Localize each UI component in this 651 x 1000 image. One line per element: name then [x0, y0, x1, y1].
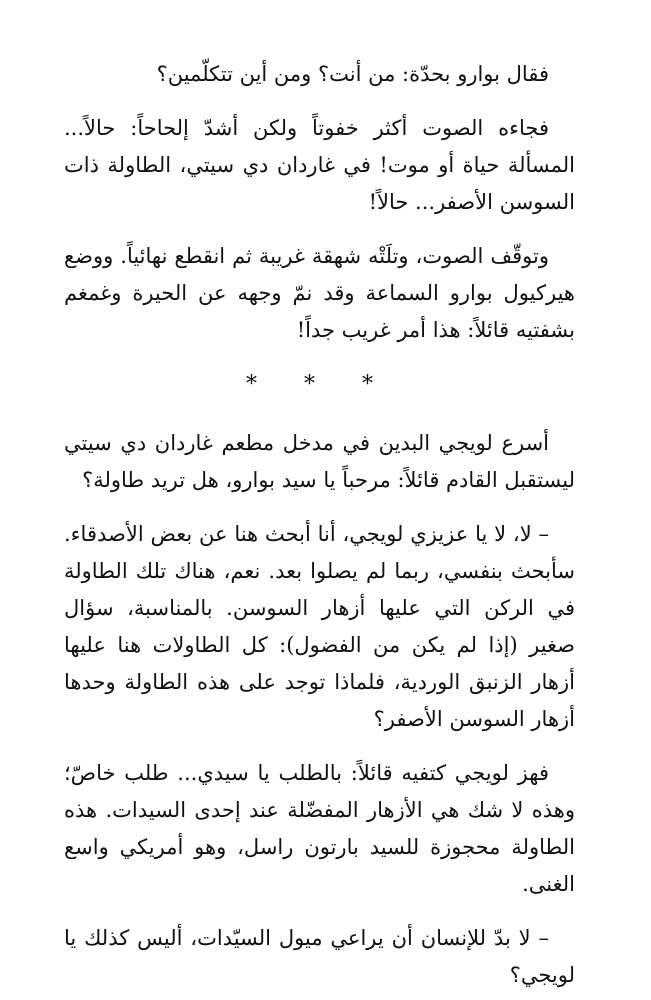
paragraph-2: فجاءه الصوت أكثر خفوتاً ولكن أشدّ إلحاحاً: حالاً... المسألة حياة أو موت! في غاردان دي سيتي، الطاولة ذات السوسن الأصفر... حالاً! [64, 116, 575, 214]
paragraph-5: – لا، لا يا عزيزي لويجي، أنا أبحث هنا عن بعض الأصدقاء. سأبحث بنفسي، ربما لم يصلوا بعد. نعم، هناك تلك الطاولة في الركن التي عليها أزهار السوسن. بالمناسبة، سؤال صغير (إذا لم يكن من الفضول): كل الطاولات هنا عليها أزهار الزنبق الوردية، فلماذا توجد على هذه الطاولة وحدها أزهار السوسن الأصفر؟ [64, 522, 575, 731]
paragraph-3: وتوقّف الصوت، وتلَتْه شهقة غريبة ثم انقطع نهائياً. ووضع هيركيول بوارو السماعة وقد نمّ وجهه عن الحيرة وغمغم بشفتيه قائلاً: هذا أمر غريب جداً! [64, 244, 575, 342]
paragraph-1: فقال بوارو بحدّة: من أنت؟ ومن أين تتكلّمين؟ [156, 62, 549, 86]
paragraph-6: فهز لويجي كتفيه قائلاً: بالطلب يا سيدي... طلب خاصّ؛ وهذه لا شك هي الأزهار المفضّلة عند إحدى السيدات. هذه الطاولة محجوزة للسيد بارتون راسل، وهو أمريكي واسع الغنى. [64, 761, 575, 896]
section-separator: * * * [246, 372, 393, 397]
paragraph-7: – لا بدّ للإنسان أن يراعي ميول السيّدات، أليس كذلك يا لويجي؟ [64, 926, 575, 987]
paragraph-4: أسرع لويجي البدين في مدخل مطعم غاردان دي سيتي ليستقبل القادم قائلاً: مرحباً يا سيد بوارو، هل تريد طاولة؟ [64, 431, 575, 492]
